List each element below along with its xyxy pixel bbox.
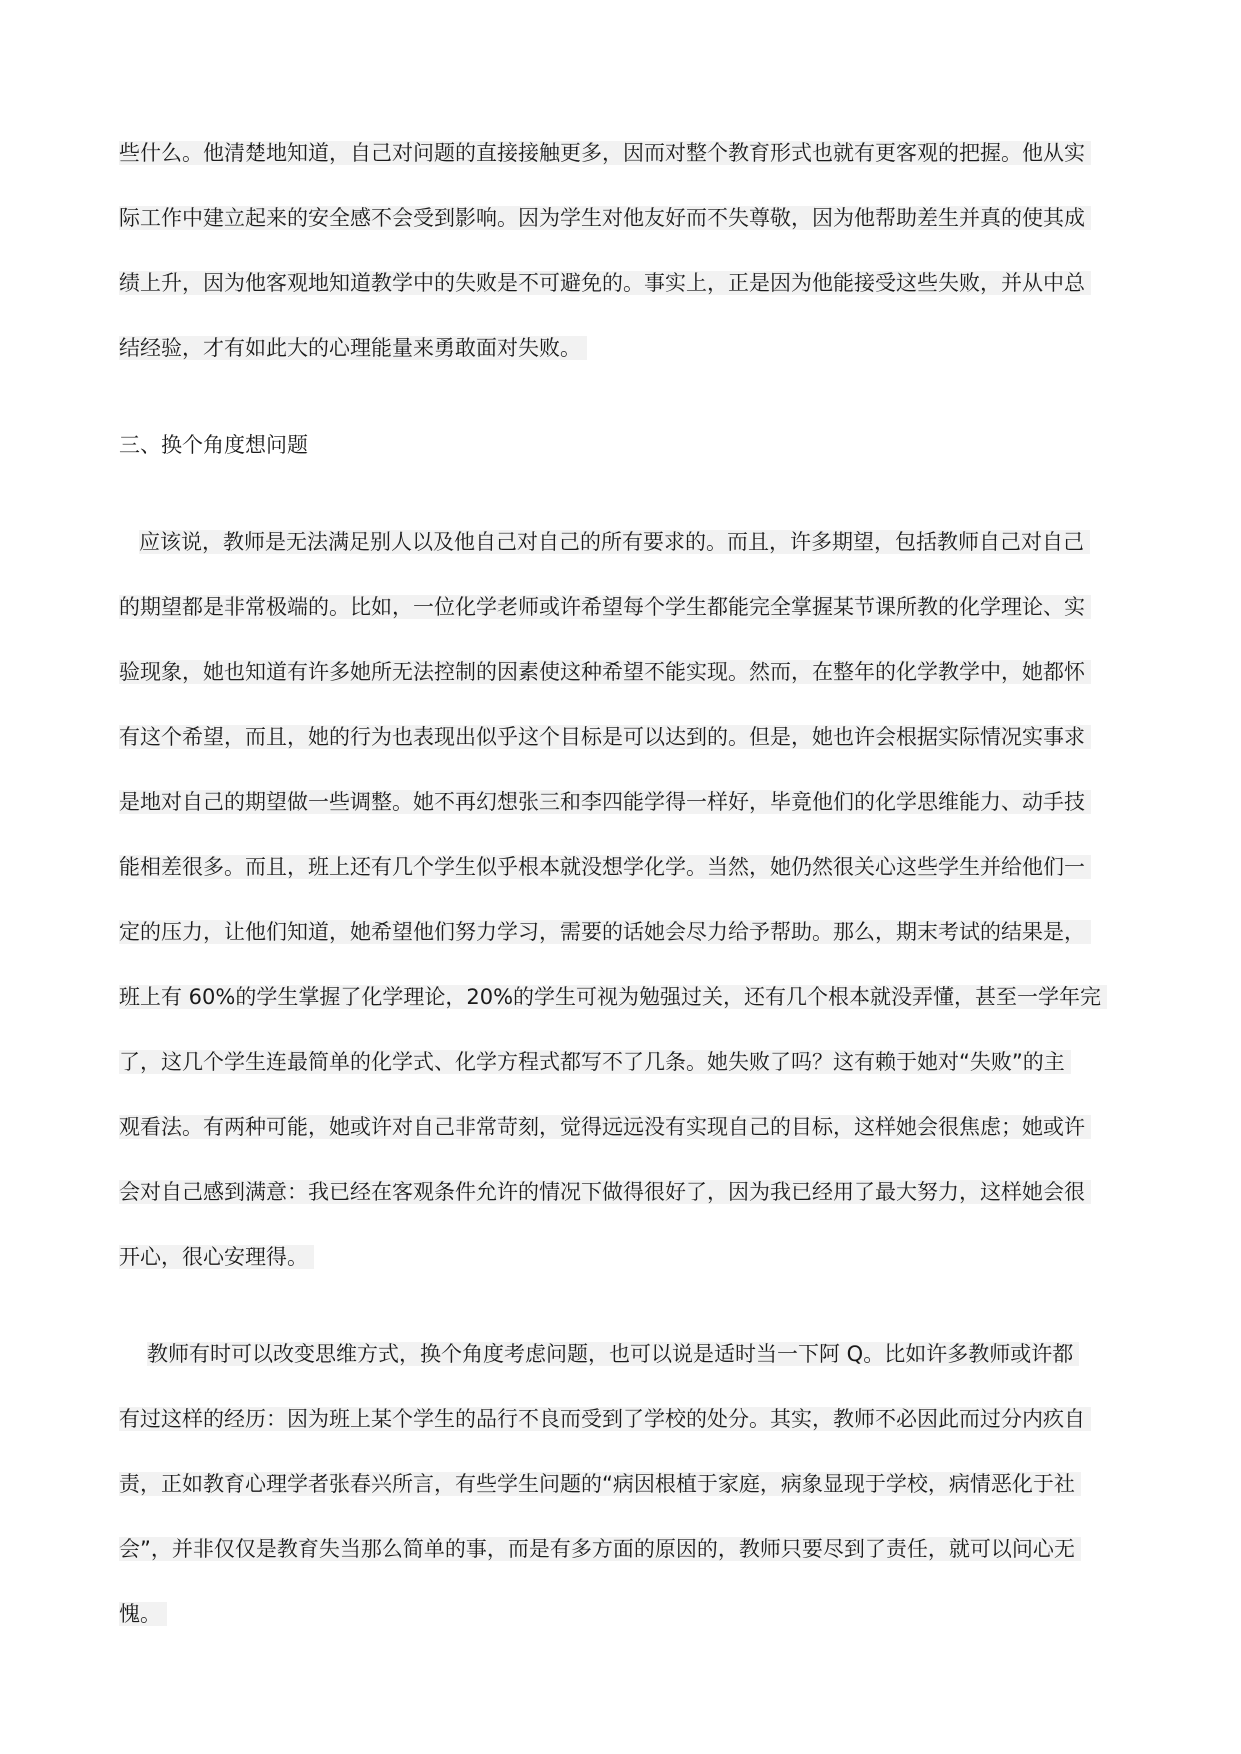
text-line: 会”，并非仅仅是教育失当那么简单的事，而是有多方面的原因的，教师只要尽到了责任，就可以问心无 xyxy=(119,1517,1119,1582)
text-line: 绩上升，因为他客观地知道教学中的失败是不可避免的。事实上，正是因为他能接受这些失败，并从中总 xyxy=(119,251,1119,316)
text-line: 有过这样的经历：因为班上某个学生的品行不良而受到了学校的处分。其实，教师不必因此而过分内疚自 xyxy=(119,1387,1119,1452)
text-line: 了，这几个学生连最简单的化学式、化学方程式都写不了几条。她失败了吗？这有赖于她对“失败”的主 xyxy=(119,1030,1119,1095)
text-line: 能相差很多。而且，班上还有几个学生似乎根本就没想学化学。当然，她仍然很关心这些学生并给他们一 xyxy=(119,835,1119,900)
text-line: 是地对自己的期望做一些调整。她不再幻想张三和李四能学得一样好，毕竟他们的化学思维能力、动手技 xyxy=(119,770,1119,835)
paragraph-perspective xyxy=(119,1322,1119,1647)
text-line: 班上有 60%的学生掌握了化学理论，20%的学生可视为勉强过关，还有几个根本就没弄懂，甚至一学年完 xyxy=(119,965,1119,1030)
text-line: 应该说，教师是无法满足别人以及他自己对自己的所有要求的。而且，许多期望，包括教师自己对自己 xyxy=(119,510,1119,575)
paragraph-continuation xyxy=(119,121,1119,381)
paragraph-expectations xyxy=(119,510,1119,1290)
text-line: 定的压力，让他们知道，她希望他们努力学习，需要的话她会尽力给予帮助。那么，期末考试的结果是， xyxy=(119,900,1119,965)
text-line: 结经验，才有如此大的心理能量来勇敢面对失败。 xyxy=(119,316,1119,381)
spacer xyxy=(119,381,1119,413)
text-line: 会对自己感到满意：我已经在客观条件允许的情况下做得很好了，因为我已经用了最大努力，这样她会很 xyxy=(119,1160,1119,1225)
text-line: 些什么。他清楚地知道，自己对问题的直接接触更多，因而对整个教育形式也就有更客观的把握。他从实 xyxy=(119,121,1119,186)
text-line: 有这个希望，而且，她的行为也表现出似乎这个目标是可以达到的。但是，她也许会根据实际情况实事求 xyxy=(119,705,1119,770)
text-line: 教师有时可以改变思维方式，换个角度考虑问题，也可以说是适时当一下阿 Q。比如许多教师或许都 xyxy=(119,1322,1119,1387)
text-line: 际工作中建立起来的安全感不会受到影响。因为学生对他友好而不失尊敬，因为他帮助差生并真的使其成 xyxy=(119,186,1119,251)
document-body xyxy=(119,121,1119,1647)
text-line: 责，正如教育心理学者张春兴所言，有些学生问题的“病因根植于家庭，病象显现于学校，病情恶化于社 xyxy=(119,1452,1119,1517)
spacer xyxy=(119,478,1119,510)
text-line: 验现象，她也知道有许多她所无法控制的因素使这种希望不能实现。然而，在整年的化学教学中，她都怀 xyxy=(119,640,1119,705)
text-line: 观看法。有两种可能，她或许对自己非常苛刻，觉得远远没有实现自己的目标，这样她会很焦虑；她或许 xyxy=(119,1095,1119,1160)
text-line: 愧。 xyxy=(119,1582,1119,1647)
text-line: 开心，很心安理得。 xyxy=(119,1225,1119,1290)
text-line: 的期望都是非常极端的。比如，一位化学老师或许希望每个学生都能完全掌握某节课所教的化学理论、实 xyxy=(119,575,1119,640)
spacer xyxy=(119,1290,1119,1322)
section-heading: 三、换个角度想问题 xyxy=(119,433,308,457)
